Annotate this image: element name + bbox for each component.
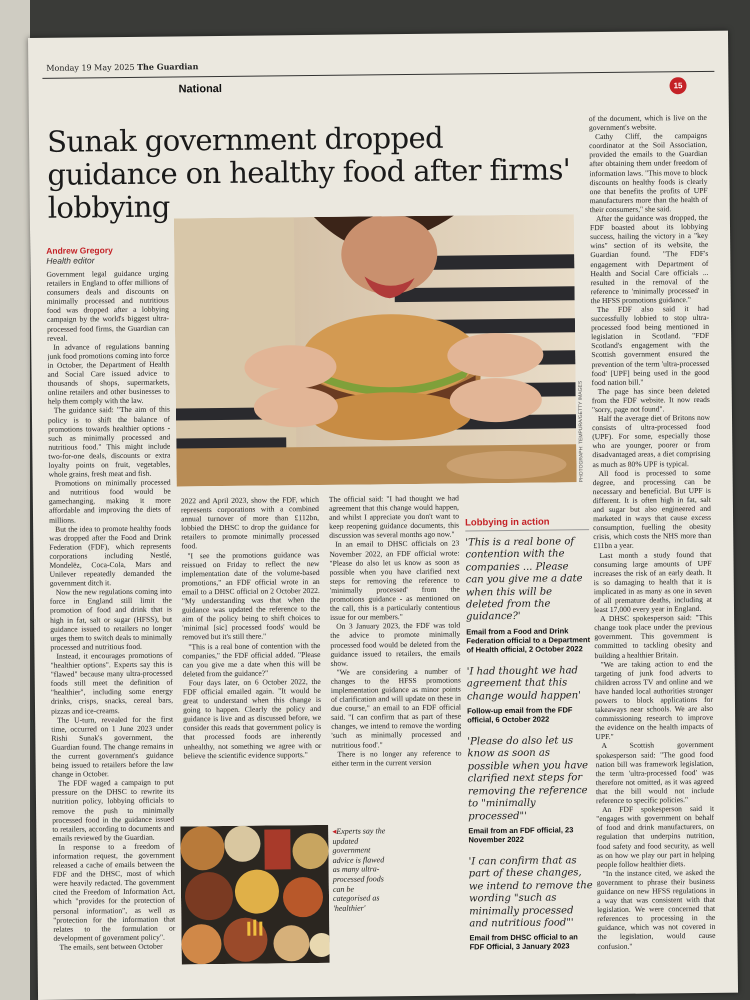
author-role: Health editor bbox=[46, 255, 95, 266]
paragraph: The FDF also said it had successfully lobbied to stop ultra-processed food being mentioned in legislation in Scotland. "FDF Scotland's engagement with the Scottish government ensured the prevention of the term 'ultra-processed food' [UPF] being used in the good food nation bill." bbox=[590, 303, 710, 387]
box-quote: 'I had thought we had agreement that this change would happen' bbox=[466, 665, 582, 703]
paragraph: A DHSC spokesperson said: "This change took place under the previous government. This government is committed to tackling obesity and building a healthier Britain. bbox=[594, 613, 713, 660]
paragraph: Government legal guidance urging retailers in England to offer millions of consumers deals and discounts on minimally processed and nutritious food was dropped after a lobbying campaign by the world's biggest ultra-processed food firms, the Guardian can reveal. bbox=[46, 268, 170, 343]
paragraph: "We are taking action to end the targeting of junk food adverts to children across TV and online and we have handed local authorities stronger powers to block applications for takeaways near schools. We are also commissioning research to improve the evidence on the health impacts of UPF." bbox=[594, 658, 714, 742]
paragraph: There is no longer any reference to either term in the current version bbox=[331, 748, 462, 768]
paragraph: All food is processed to some degree, and processing can be necessary and beneficial. But UPF is different. It is often high in fat, salt and sugar but also engineered and marketed in ways that cause excess consumption, fuelling the obesity crisis, which costs the NHS more than £11bn a year. bbox=[592, 467, 712, 551]
paragraph: Instead, it encourages promotions of "healthier options". Experts say this is "flawed" because many ultra-processed foods still meet the definition of "healthier", including some energy drinks, crisps, snacks, cereal bars, pizzas and ice-creams. bbox=[50, 650, 173, 716]
paragraph: "In the instance cited, we asked the government to phrase their business guidance on new HFSS regulations in a way that was consistent with that legislation. We were concerned that references to processing in the guidance, which was not covered in the legislation, would cause confusion." bbox=[596, 867, 716, 951]
paragraph: In advance of regulations banning junk food promotions coming into force in October, the Department of Health and Social Care issued advice to thousands of shops, supermarkets, online retailers and other businesses to help them comply with the law. bbox=[47, 341, 170, 407]
paragraph: Cathy Cliff, the campaigns coordinator at the Soil Association, provided the emails to the Guardian after obtaining them under freedom of information laws. "This move to block discounts on healthy foods is clearly one that benefits the profits of UPF manufacturers more than the health of their consumers," she said. bbox=[589, 131, 708, 215]
paragraph: "We are considering a number of changes to the HFSS promotions implementation guidance as minor points of clarification and will update on these in due course," an email to an FDF official said. "I can confirm that as part of these changes, we intend to remove the wording 'such as minimally processed and nutritious food'." bbox=[330, 666, 462, 750]
paragraph: "I see the promotions guidance was reissued on Friday to reflect the new implementation date of the volume-based promotions," an FDF official wrote in an email to a DHSC official on 2 October 2022. "My understanding was that when the guidance was updated the reference to the aim of the policy being to shift choices to 'minimal [sic] processed foods' would be removed but it's still there." bbox=[181, 549, 321, 642]
box-quote-source: Follow-up email from the FDF official, 6 October 2022 bbox=[467, 705, 573, 725]
paragraph: of the document, which is live on the government's website. bbox=[588, 112, 707, 133]
paragraph: The FDF waged a campaign to put pressure on the DHSC to rewrite its nutrition policy, lobbying officials to remove the push to minimally processed food in the guidance issued to retailers, according to documents and emails reviewed by the Guardian. bbox=[51, 777, 175, 843]
column-1 bbox=[46, 269, 175, 970]
newspaper-page bbox=[28, 31, 738, 1000]
paragraph: 2022 and April 2023, show the FDF, which represents corporations with a combined annual turnover of more than £112bn, lobbied the DHSC to drop the guidance for retailers to promote minimally processed food. bbox=[180, 494, 320, 551]
paragraph: An FDF spokesperson said it "engages with government on behalf of food and drink manufacturers, on regulation that underpins nutrition, food safety and food security, as well as on how we play our part in helping people follow healthier diets. bbox=[596, 803, 715, 869]
main-photo-burger bbox=[174, 214, 577, 486]
column-5 bbox=[589, 113, 716, 974]
photo-caption bbox=[332, 826, 393, 913]
paragraph: The U-turn, revealed for the first time, occurred on 1 June 2023 under Rishi Sunak's government, the Guardian found. The change remains in the current government's guidance being issued to retailers before the law change in October. bbox=[51, 714, 174, 779]
photo-credit: PHOTOGRAPH: TEMPURA/GETTY IMAGES bbox=[577, 380, 585, 483]
caption-arrow-icon: ◂ bbox=[332, 826, 337, 836]
section-label: National bbox=[178, 82, 223, 96]
byline bbox=[46, 245, 166, 266]
caption-text: Experts say the updated government advice is flawed as many ultra-processed foods can be categorised as 'healthier' bbox=[332, 826, 386, 913]
junk-food-illustration bbox=[180, 825, 329, 965]
paragraph: "This is a real bone of contention with the companies," the FDF official added. "Please can you give me a date when this will be deleted from the guidance?" bbox=[182, 640, 321, 679]
date: Monday 19 May 2025 bbox=[46, 62, 135, 73]
column-2 bbox=[181, 495, 322, 816]
lobbying-box bbox=[465, 516, 594, 977]
paragraph: Half the average diet of Britons now consists of ultra-processed food (UPF). For some, especially those who are younger, poorer or from disadvantaged areas, a diet comprising as much as 80% UPF is typical. bbox=[592, 412, 711, 469]
box-quote-source: Email from a Food and Drink Federation official to a Department of Health official, 2 October 2022 bbox=[466, 626, 591, 655]
paragraph: The guidance said: "The aim of this policy is to shift the balance of promotions towards healthier options - such as minimally processed and nutritious food." This might include two-for-one deals, discounts or extra loyalty points on fruit, vegetables, whole grains, fresh meat and fish. bbox=[47, 404, 171, 479]
paragraph: In response to a freedom of information request, the government released a cache of emails between the FDF and the DHSC, most of which were heavily redacted. The government cited the Freedom of Information Act, which "provides for the protection of personal information", as well as "protection for the information that relates to the formulation or development of government policy". bbox=[52, 841, 176, 943]
paragraph: Four days later, on 6 October 2022, the FDF official emailed again. "It would be great to understand when this change is going to happen. Clearly the policy and guidance is live and as discussed before, we consider this reads that government policy is that processed foods are inherently unhealthy, not something we agree with or believe the scientific evidence supports." bbox=[182, 676, 322, 761]
paragraph: After the guidance was dropped, the FDF boasted about its lobbying success, hailing the victory in a "key wins" section of its website, the Guardian found. "The FDF's engagement with Department of Health and Social Care officials ... resulted in the removal of the reference to 'minimally processed' in the HFSS promotions guidance." bbox=[589, 212, 709, 305]
paragraph: A Scottish government spokesperson said: "The good food nation bill was framework legislation, the term 'ultra-processed food' was therefore not omitted, as it was agreed that the bill would not include reference to specific policies." bbox=[595, 740, 714, 806]
paragraph: The emails, sent between October bbox=[59, 941, 163, 952]
box-quote-source: Email from DHSC official to an FDF Official, 3 January 2023 bbox=[469, 932, 578, 952]
box-quote: 'I can confirm that as part of these changes, we intend to remove the wording "such as minimally processed and nutritious food"' bbox=[468, 855, 593, 930]
box-quote: 'Please do also let us know as soon as possible when you have clarified next steps for removing the reference to "minimally processed"' bbox=[467, 735, 589, 822]
junk-food-photo bbox=[180, 825, 329, 965]
box-quote-source: Email from an FDF official, 23 November 2022 bbox=[468, 825, 574, 845]
paragraph: Promotions on minimally processed and nutritious food would be gamechanging, making it more affordable and improving the diets of millions. bbox=[48, 477, 171, 525]
paragraph: The official said: "I had thought we had agreement that this change would happen, and whilst I appreciate you don't want to keep reopening guidance documents, this discussion was several months ago now." bbox=[328, 493, 460, 541]
paragraph: But the idea to promote healthy foods was dropped after the Food and Drink Federation (FDF), which represents corporations including Nestlé, Mondelēz, Coca-Cola, Mars and Unilever repeatedly demanded the government ditch it. bbox=[49, 523, 172, 588]
burger-photo-illustration bbox=[174, 214, 577, 486]
page-number-badge: 15 bbox=[669, 77, 686, 94]
header-rule bbox=[42, 71, 714, 79]
dateline bbox=[46, 61, 198, 73]
paragraph: Last month a study found that consuming large amounts of UPF increases the risk of an early death. It is so damaging to health that it is implicated in as many as one in seven of all premature deaths, including at least 17,000 every year in England. bbox=[593, 549, 712, 615]
box-quote: 'This is a real bone of contention with the companies ... Please can you give me a date when this will be deleted from the guidance?' bbox=[465, 536, 583, 623]
author-name: Andrew Gregory bbox=[46, 245, 113, 256]
paragraph: In an email to DHSC officials on 23 November 2022, an FDF official wrote: "Please do also let us know as soon as possible when you have clarified next steps for removing the reference to 'minimally processed' from the promotions guidance - as mentioned on the call, this is a particularly contentious issue for our members." bbox=[329, 538, 461, 623]
paragraph: On 3 January 2023, the FDF was told the advice to promote minimally processed food would be deleted from the guidance issued to retailers, the emails show. bbox=[330, 620, 461, 668]
paper-name: The Guardian bbox=[137, 61, 199, 72]
paragraph: The page has since been deleted from the FDF website. It now reads "sorry, page not found". bbox=[591, 385, 710, 415]
headline: Sunak government dropped guidance on healthy food after firms' lobbying bbox=[46, 120, 571, 225]
paragraph: Now the new regulations coming into force in England still limit the promotion of food and drink that is high in fat, salt or sugar (HFSS), but guidance issued to retailers no longer urges them to switch deals to minimally processed and nutritious food. bbox=[49, 586, 173, 652]
previous-page-edge bbox=[0, 0, 30, 1000]
box-title: Lobbying in action bbox=[465, 516, 589, 531]
